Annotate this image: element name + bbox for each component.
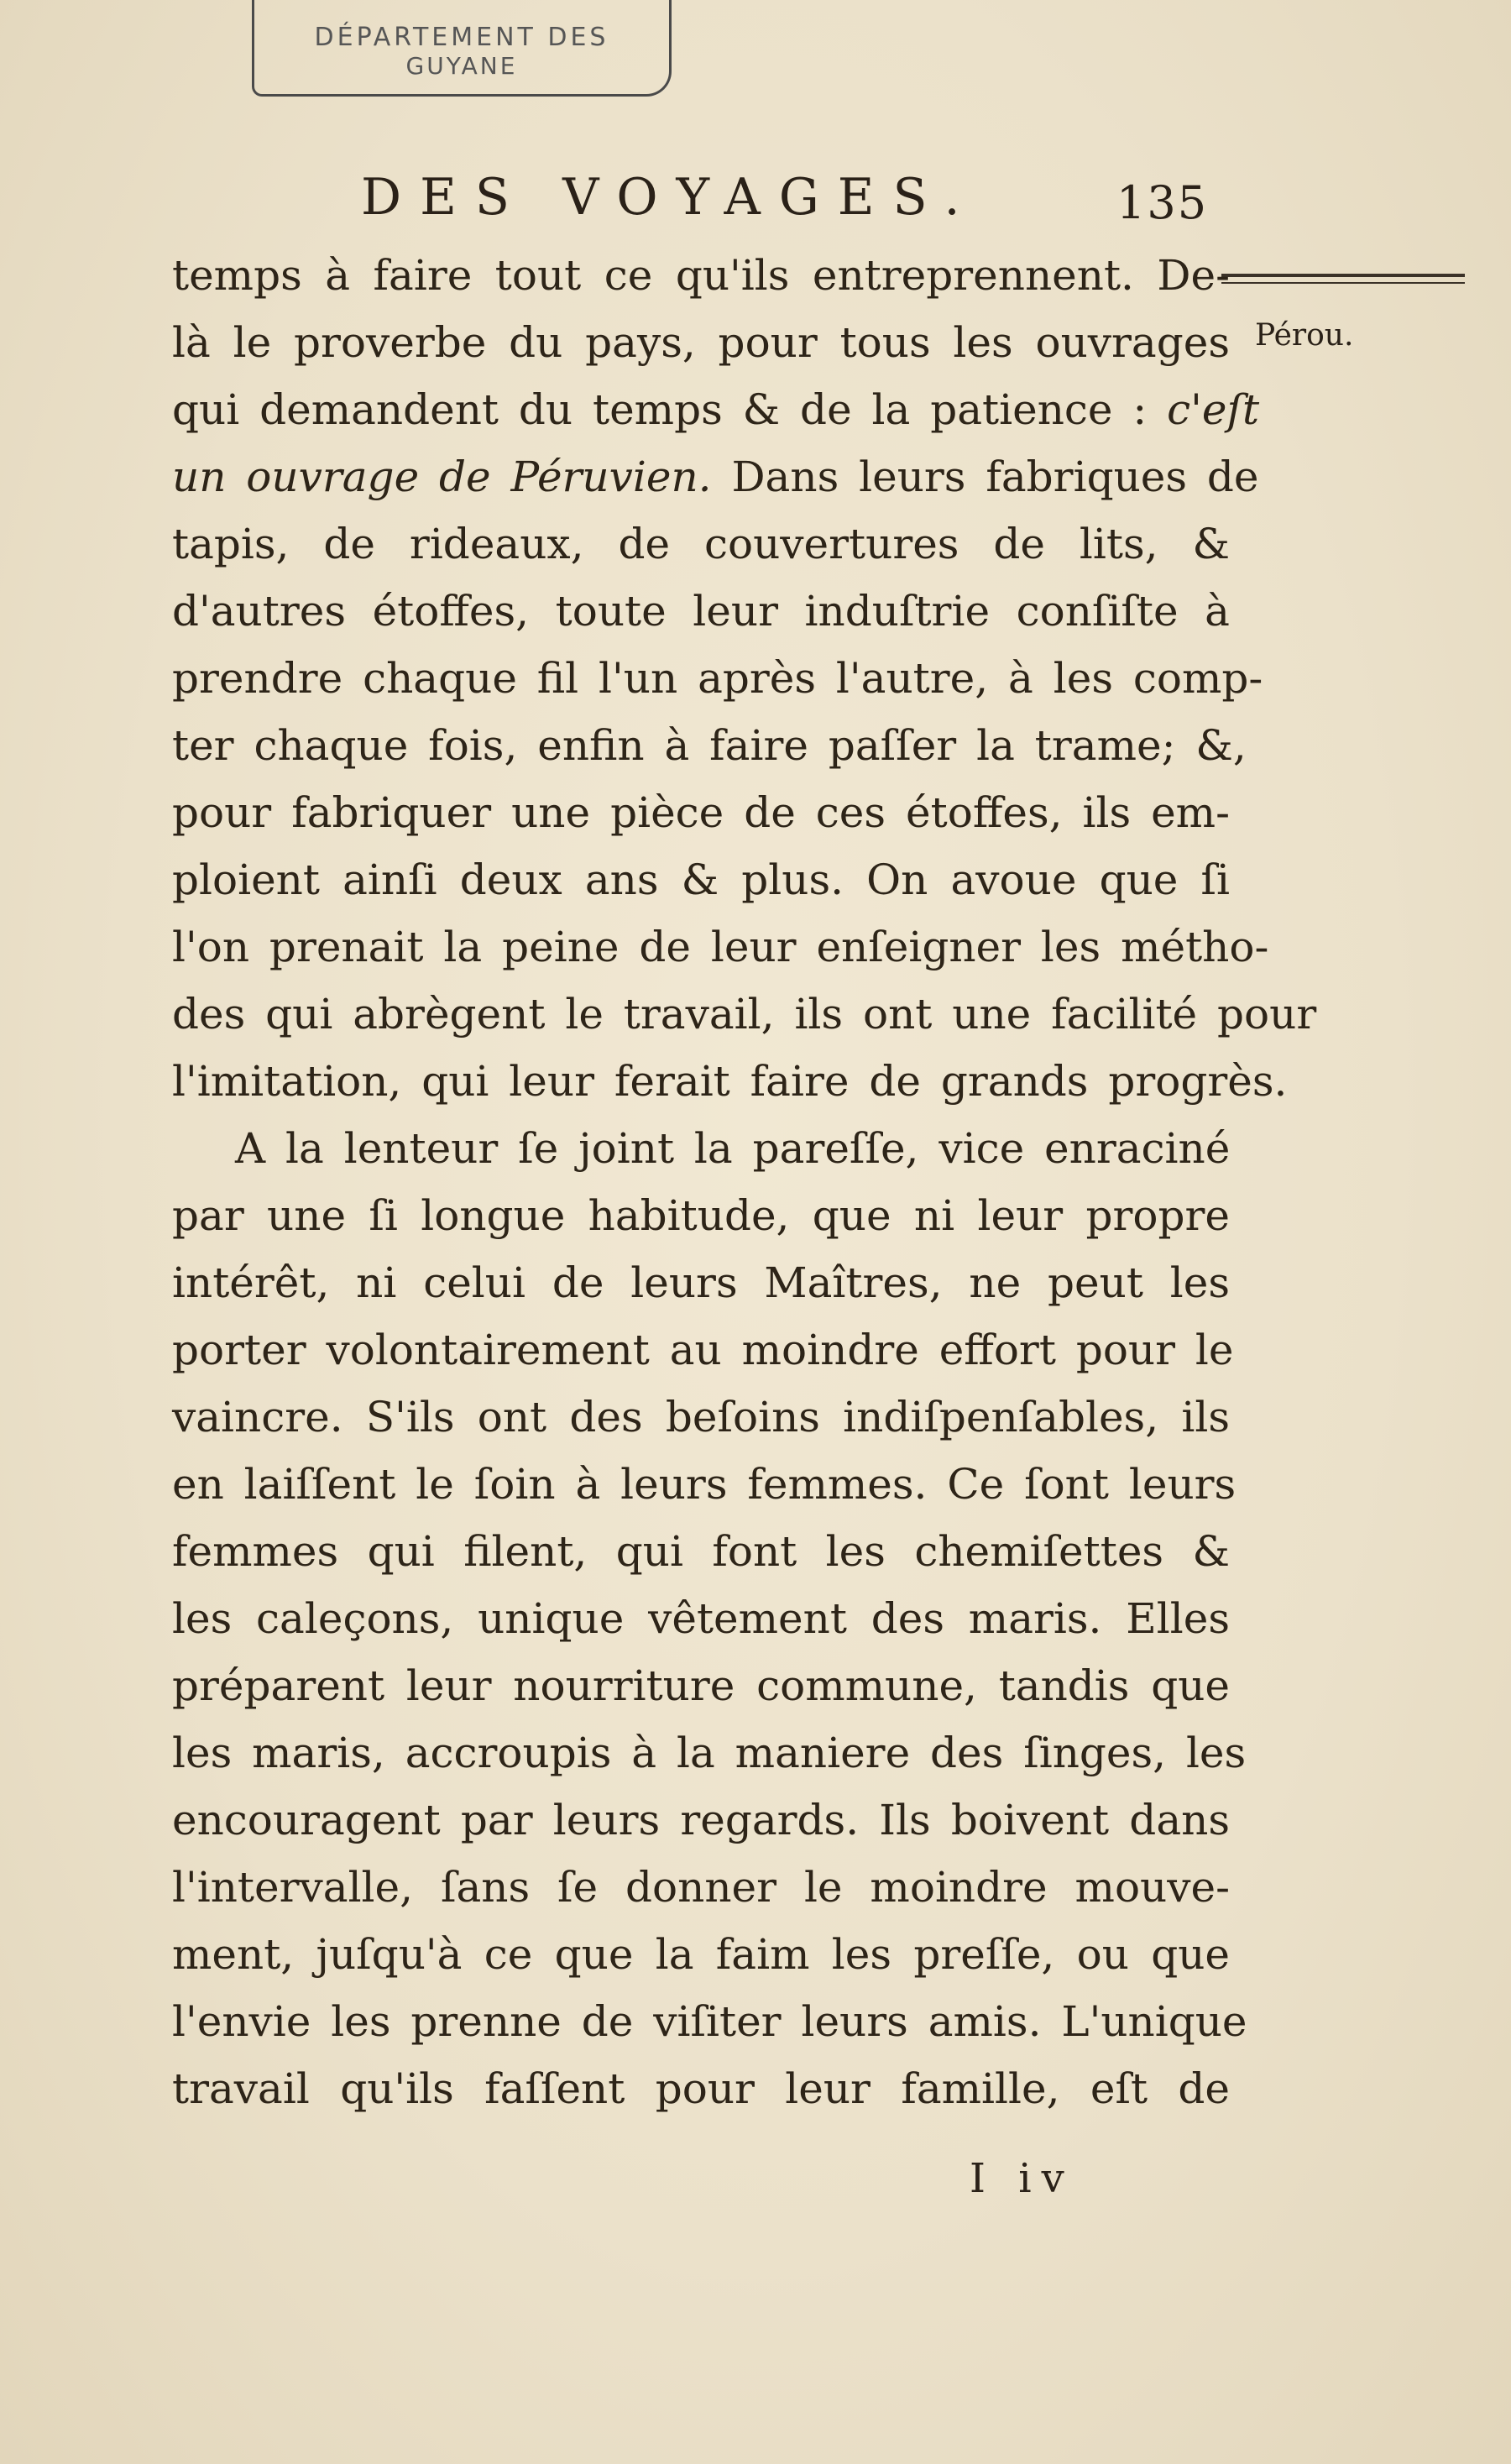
body-line: les maris, accroupis à la maniere des ſinges, les [172, 1729, 1247, 1777]
body-line: l'imitation, qui leur ferait faire de grands progrès. [172, 1057, 1288, 1106]
body-line: prendre chaque fil l'un après l'autre, à les comp- [172, 654, 1263, 703]
body-line [172, 382, 1260, 437]
body-line: en laiſſent le ſoin à leurs femmes. Ce ſont leurs [172, 1460, 1237, 1509]
stamp-line-1: DÉPARTEMENT DES [314, 23, 609, 52]
body-line: pour fabriquer une pièce de ces étoffes, ils em- [172, 788, 1230, 837]
body-line-text: Dans leurs fabriques de [731, 453, 1259, 501]
margin-rule-thin [1221, 282, 1465, 284]
running-title: DES VOYAGES. [361, 168, 979, 227]
body-line: les caleçons, unique vêtement des maris. Elles [172, 1594, 1230, 1643]
body-line: ment, juſqu'à ce que la faim les preſſe, ou que [172, 1930, 1230, 1979]
body-line: des qui abrègent le travail, ils ont une facilité pour [172, 990, 1317, 1038]
body-line: vaincre. S'ils ont des beſoins indiſpenſables, ils [172, 1393, 1230, 1441]
body-line-italic: c'eſt [1167, 385, 1260, 434]
body-line: temps à faire tout ce qu'ils entreprennent. De- [172, 251, 1230, 300]
body-line: ter chaque fois, enfin à faire paſſer la trame; &, [172, 721, 1247, 770]
body-line: l'intervalle, ſans ſe donner le moindre mouve- [172, 1863, 1230, 1912]
signature-mark: I iv [970, 2155, 1074, 2202]
body-line: d'autres étoffes, toute leur induſtrie conſiſte à [172, 587, 1230, 636]
body-line: là le proverbe du pays, pour tous les ouvrages [172, 318, 1230, 367]
body-line-italic: un ouvrage de Péruvien. [172, 453, 712, 501]
body-line: intérêt, ni celui de leurs Maîtres, ne peut les [172, 1258, 1230, 1307]
body-line: l'on prenait la peine de leur enſeigner les métho- [172, 923, 1269, 971]
margin-note: Pérou. [1255, 318, 1354, 353]
body-line: l'envie les prenne de viſiter leurs amis. L'unique [172, 1997, 1247, 2046]
body-line: par une ſi longue habitude, que ni leur propre [172, 1191, 1230, 1240]
body-line: femmes qui filent, qui font les chemiſettes & [172, 1527, 1230, 1576]
body-line: encouragent par leurs regards. Ils boivent dans [172, 1796, 1230, 1844]
stamp-line-2: GUYANE [405, 52, 518, 80]
margin-rule [1221, 274, 1465, 277]
body-line-text: qui demandent du temps & de la patience : [172, 385, 1168, 434]
body-line: préparent leur nourriture commune, tandis que [172, 1661, 1230, 1710]
body-line: porter volontairement au moindre effort pour le [172, 1326, 1234, 1374]
library-stamp [252, 0, 672, 97]
body-line [172, 449, 1259, 505]
body-line: tapis, de rideaux, de couvertures de lits, & [172, 520, 1230, 568]
page-number: 135 [1116, 176, 1209, 229]
body-line: travail qu'ils faſſent pour leur famille, eſt de [172, 2064, 1230, 2113]
body-line: ploient ainſi deux ans & plus. On avoue que ſi [172, 855, 1230, 904]
body-line: A la lenteur ſe joint la pareſſe, vice enraciné [235, 1124, 1231, 1173]
